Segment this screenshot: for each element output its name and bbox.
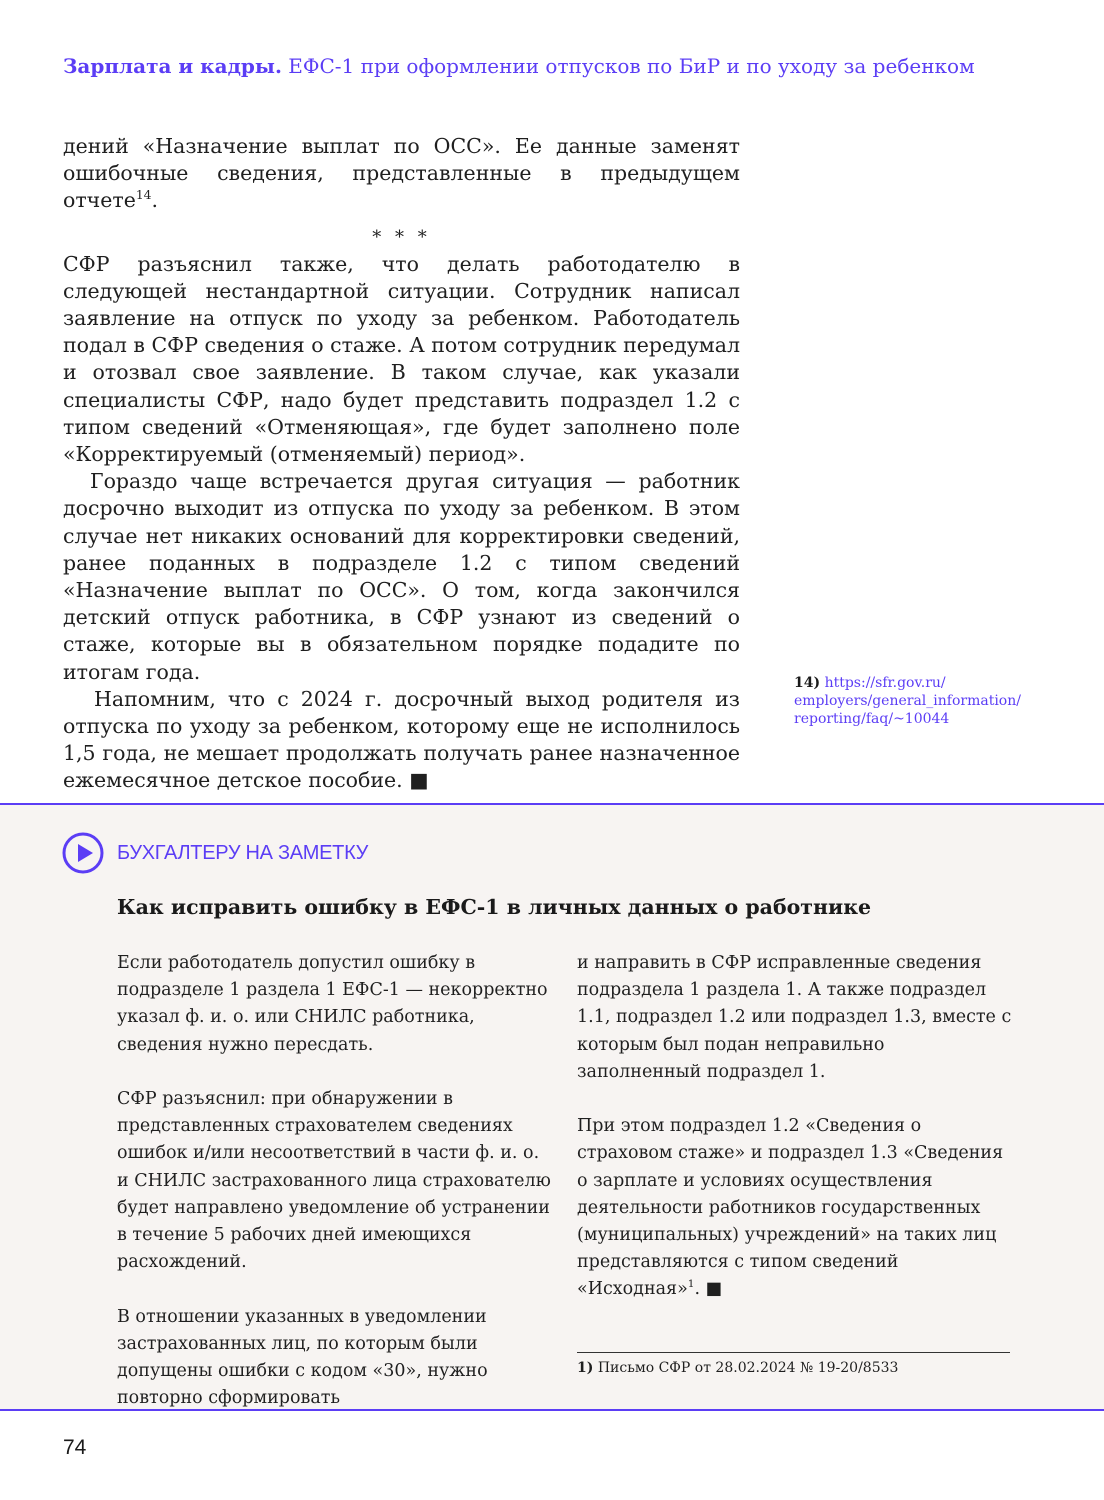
side-footnote-link-2[interactable]: employers/general_information/ xyxy=(794,693,1021,709)
running-header xyxy=(63,52,1063,80)
paragraph-1-end: . xyxy=(151,188,159,213)
side-footnote-link-1[interactable]: https://sfr.gov.ru/ xyxy=(824,675,946,691)
end-mark: ■ xyxy=(409,768,429,793)
box-footnote-number: 1) xyxy=(577,1360,594,1376)
paragraph-3: Гораздо чаще встречается другая ситуация — работник досрочно выходит из отпуска по уходу за ребенком. В этом случае нет никаких оснований для корректировки сведений, ранее поданных в подразделе 1.2 с типом сведений «Назначение выплат по ОСС». О том, когда закончился детский отпуск работника, в СФР узнают из сведений о стаже, которые вы в обязательном порядке подадите по итогам года. xyxy=(63,469,740,684)
header-section: Зарплата и кадры. xyxy=(63,54,282,78)
box-right-paragraph-1: и направить в СФР исправленные сведения подраздела 1 раздела 1. А также подраздел 1.1, подраздел 1.2 или подраздел 1.3, вместе с которым был подан неправильно заполненный подраздел 1. xyxy=(577,953,1012,1082)
side-footnote-number: 14) xyxy=(794,675,821,691)
footnote-ref-14[interactable]: 14 xyxy=(135,188,152,203)
box-right-paragraph-2-text: При этом подраздел 1.2 «Сведения о страховом стаже» и подраздел 1.3 «Сведения о зарплате и условиях осуществления деятельности работников государственных (муниципальных) учреждений» на таких лиц представляются с типом сведений «Исходная» xyxy=(577,1116,1004,1300)
box-left-paragraph-1: Если работодатель допустил ошибку в подразделе 1 раздела 1 ЕФС-1 — некорректно указал ф. и. о. или СНИЛС работника, сведения нужно пересдать. xyxy=(117,953,548,1055)
paragraph-2: СФР разъяснил также, что делать работодателю в следующей нестандартной ситуации. Сотрудник написал заявление на отпуск по уходу за ребенком. Работодатель подал в СФР сведения о стаже. А потом сотрудник передумал и отозвал свое заявление. В таком случае, как указали специалисты СФР, надо будет представить подраздел 1.2 с типом сведений «Отменяющая», где будет заполнено поле «Корректируемый (отменяемый) период». xyxy=(63,251,740,467)
box-left-column xyxy=(117,950,553,1440)
box-footnote-text: Письмо СФР от 28.02.2024 № 19-20/8533 xyxy=(597,1360,899,1376)
box-right-paragraph-2 xyxy=(577,1113,1013,1303)
box-left-paragraph-3: В отношении указанных в уведомлении застрахованных лиц, по которым были допущены ошибки с кодом «30», нужно повторно сформировать xyxy=(117,1306,488,1409)
side-footnote-14 xyxy=(794,674,1054,728)
box-right-paragraph-2-end: . ■ xyxy=(694,1279,723,1300)
side-footnote-link-3[interactable]: reporting/faq/~10044 xyxy=(794,711,950,727)
section-separator: * * * xyxy=(372,226,431,248)
article-body xyxy=(63,133,740,795)
paragraph-1 xyxy=(63,133,740,215)
box-label: БУХГАЛТЕРУ НА ЗАМЕТКУ xyxy=(117,842,369,864)
play-circle-icon xyxy=(62,832,104,874)
box-left-paragraph-2: СФР разъяснил: при обнаружении в представленных страхователем сведениях ошибок и/или несоответствий в части ф. и. о. и СНИЛС застрахованного лица страхователю будет направлено уведомление об устранении в течение 5 рабочих дней имеющихся расхождений. xyxy=(117,1089,551,1273)
footnote-ref-1[interactable]: 1 xyxy=(687,1278,695,1291)
page-number: 74 xyxy=(63,1436,87,1459)
footnote-divider xyxy=(577,1352,1010,1353)
box-footnote xyxy=(577,1359,1017,1377)
header-title: ЕФС-1 при оформлении отпусков по БиР и по уходу за ребенком xyxy=(288,54,975,78)
box-title: Как исправить ошибку в ЕФС-1 в личных данных о работнике xyxy=(117,895,872,919)
box-right-column xyxy=(577,950,1013,1331)
paragraph-1-text: дений «Назначение выплат по ОСС». Ее данные заменят ошибочные сведения, представленные в предыдущем отчете xyxy=(63,134,740,213)
paragraph-4-text: Напомним, что с 2024 г. досрочный выход родителя из отпуска по уходу за ребенком, которому еще не исполнилось 1,5 года, не мешает продолжать получать ранее назначенное ежемесячное детское пособие. xyxy=(63,686,740,793)
paragraph-4 xyxy=(63,686,740,795)
accountant-note-box xyxy=(0,803,1104,1411)
